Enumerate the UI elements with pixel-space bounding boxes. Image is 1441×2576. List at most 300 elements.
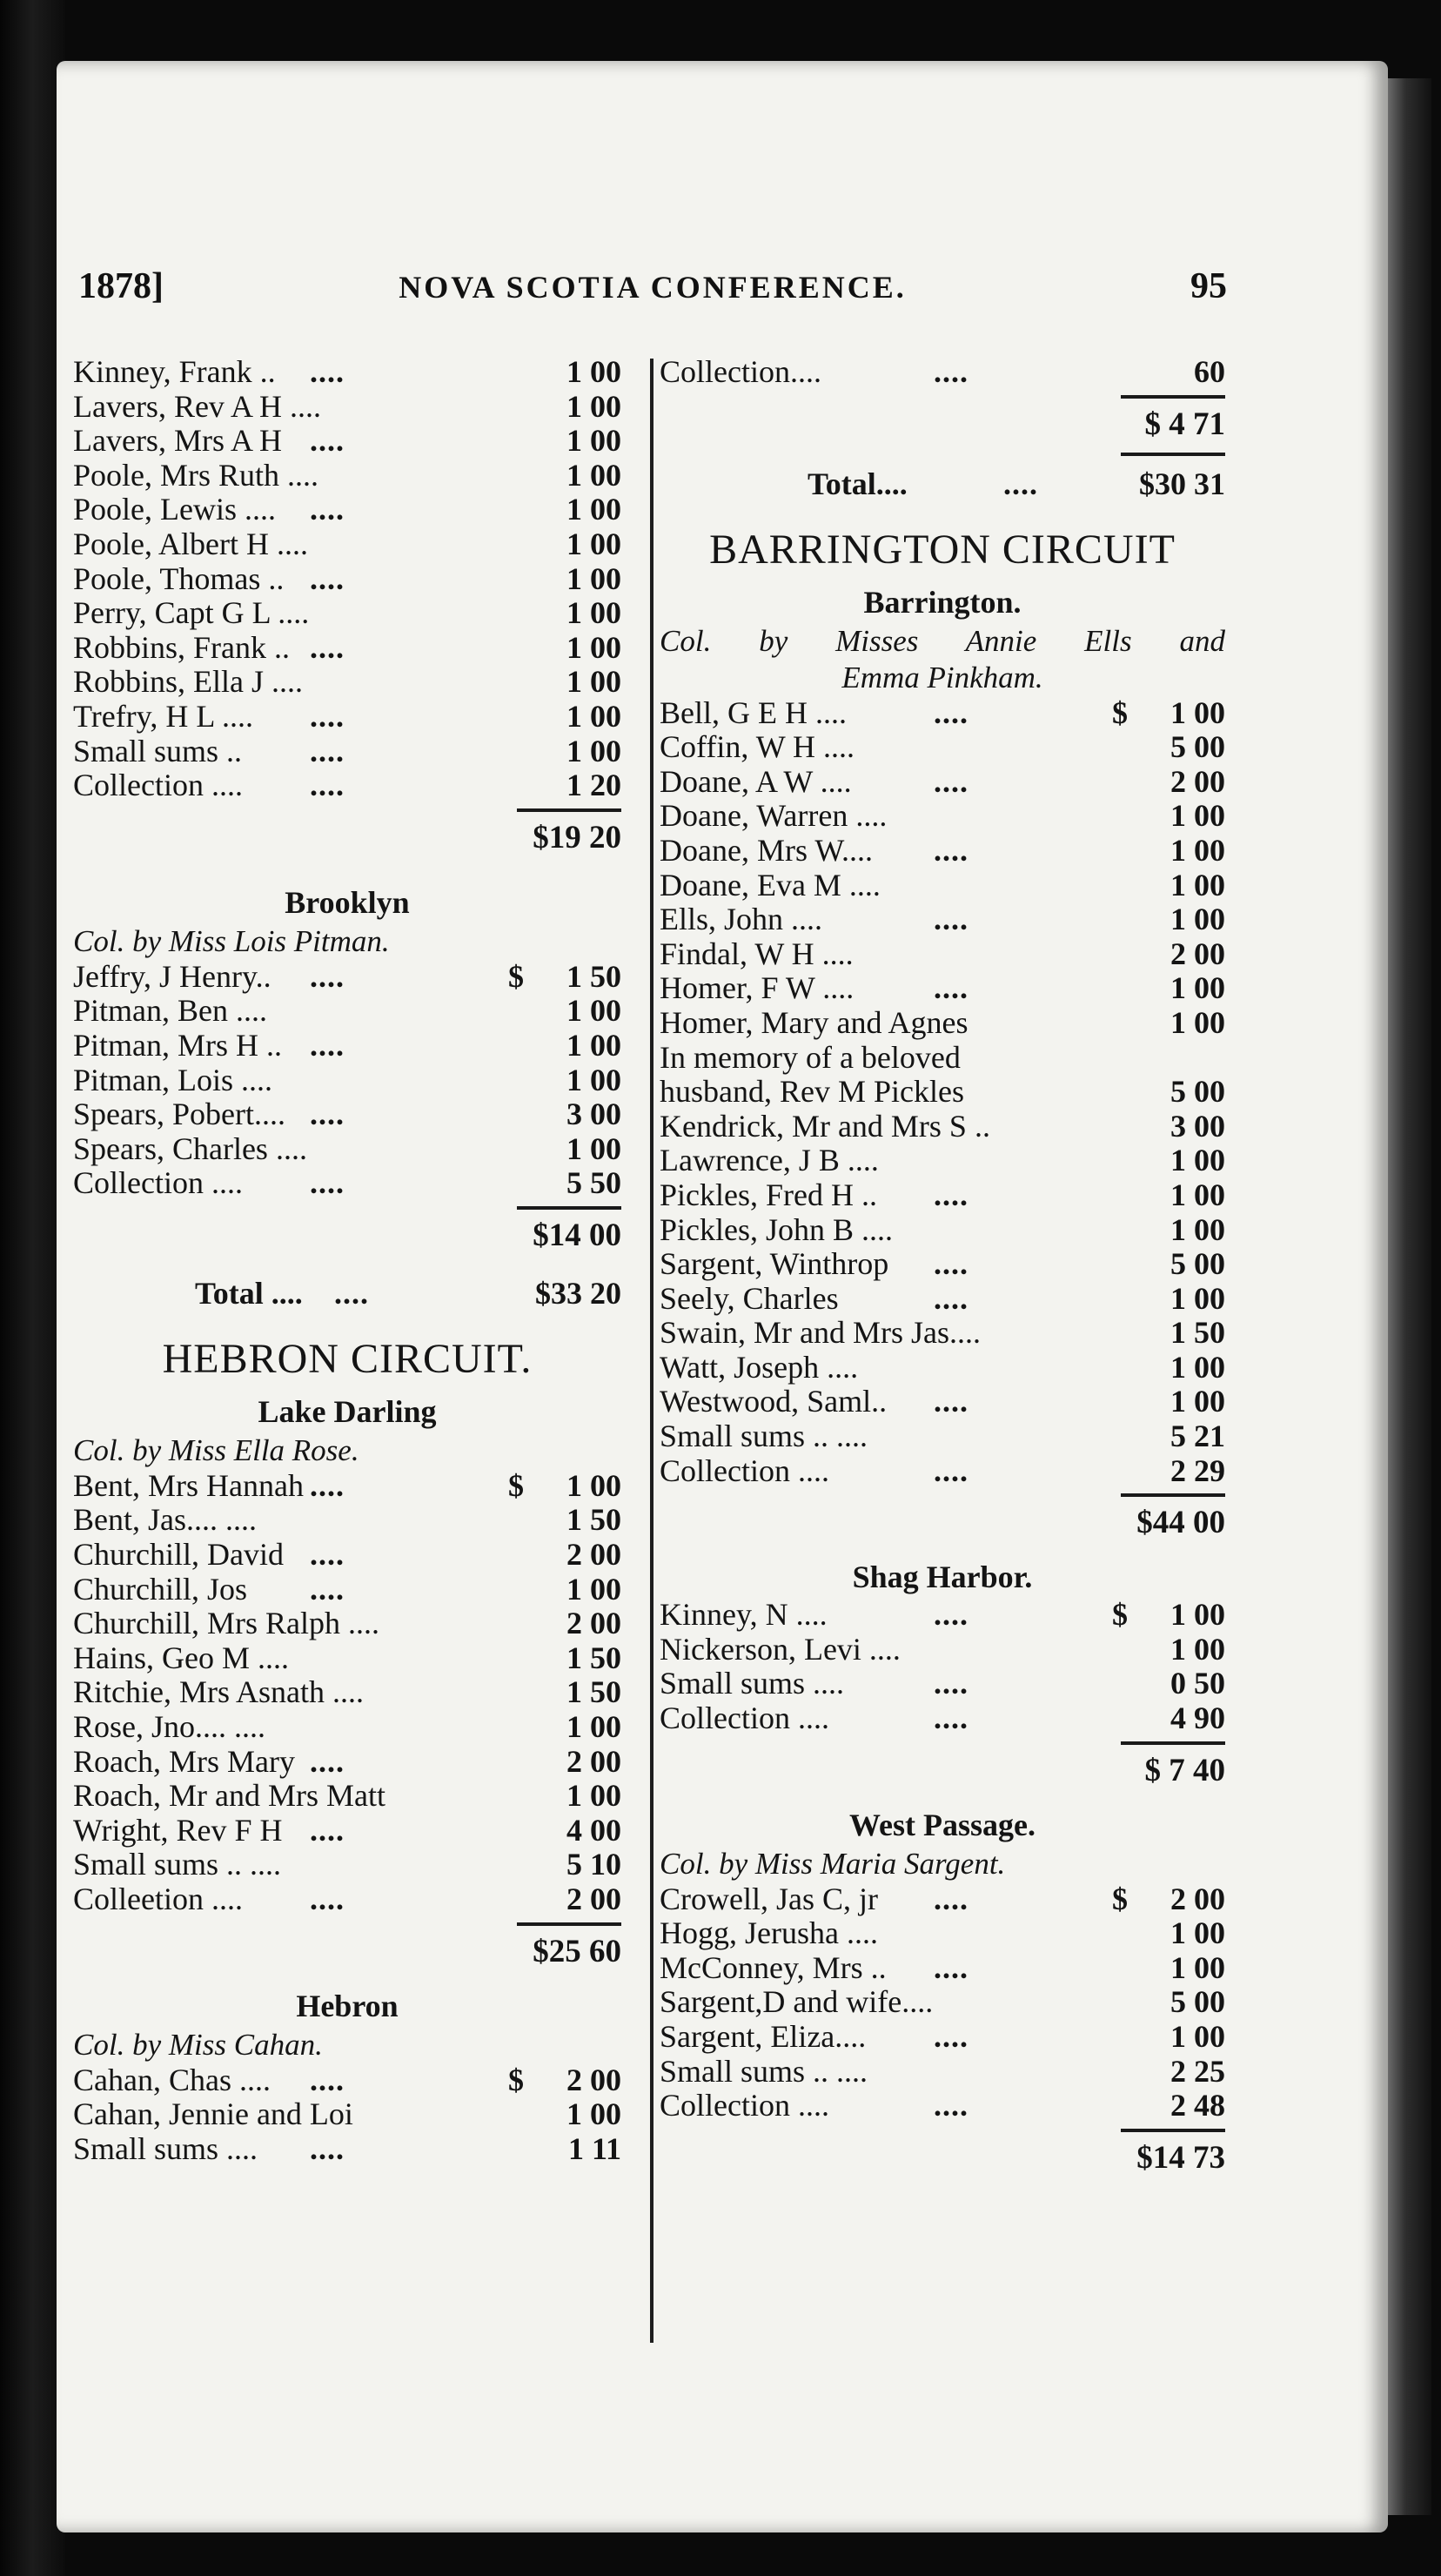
entry-amount: 1 00 [566, 354, 621, 389]
leader-dots: .... [934, 763, 968, 799]
entry-amount: 1 00 [566, 698, 621, 734]
entry-amount: 1 00 [1170, 1949, 1225, 1985]
entry-amount: 2 00 [1170, 1881, 1225, 1916]
entry-row [660, 1075, 1225, 1110]
collector-line: Col. by Miss Lois Pitman. [73, 923, 390, 958]
collector-line-cont: Emma Pinkham. [841, 660, 1043, 694]
entry-name: Doane, Eva M .... [660, 867, 881, 902]
entry-row [660, 1006, 1225, 1041]
entry-name: Doane, Mrs W.... [660, 832, 873, 868]
leader-dots: .... [334, 1275, 369, 1311]
entry-row [660, 1951, 1225, 1986]
entry-row [660, 696, 1225, 731]
entry-name: Small sums .. [73, 733, 243, 768]
entry-name: Pitman, Ben .... [73, 993, 267, 1029]
entry-name: Crowell, Jas C, jr [660, 1881, 878, 1916]
entry-row [73, 665, 621, 700]
leader-dots: .... [310, 958, 345, 994]
leader-dots: .... [934, 1597, 968, 1633]
brooklyn-list [73, 960, 621, 1201]
entry-name: Bent, Jas.... .... [73, 1502, 257, 1538]
entry-name: Sargent, Winthrop [660, 1246, 889, 1282]
entry-name: Churchill, Mrs Ralph .... [73, 1606, 379, 1641]
entry-row [660, 355, 1225, 390]
entry-name: husband, Rev M Pickles [660, 1074, 964, 1110]
total-label: Total.... [808, 466, 908, 501]
leader-dots: .... [310, 1537, 345, 1573]
entry-amount: 1 00 [566, 664, 621, 700]
section-title-hebron: Hebron [296, 1988, 399, 2023]
entry-amount: 4 90 [1170, 1701, 1225, 1736]
entry-name: Roach, Mrs Mary [73, 1743, 295, 1779]
entry-row [660, 1598, 1225, 1633]
entry-row [73, 2063, 621, 2098]
subtotal-row [73, 1929, 621, 1975]
subtotal-row [660, 2136, 1225, 2181]
entry-row [73, 1882, 621, 1917]
total-amount: $33 20 [535, 1275, 621, 1311]
collector-line: Col. by Misses Annie Ells and [660, 623, 1225, 658]
entry-name: Bell, G E H .... [660, 694, 847, 730]
leader-dots: .... [934, 1949, 968, 1985]
entry-amount: 2 00 [566, 1537, 621, 1573]
entry-row [660, 1178, 1225, 1213]
entry-row [73, 1710, 621, 1745]
entry-amount: 4 00 [566, 1812, 621, 1848]
entry-name: Homer, F W .... [660, 970, 855, 1006]
entry-name: Pitman, Lois .... [73, 1062, 273, 1097]
entry-name: McConney, Mrs .. [660, 1949, 887, 1985]
entry-amount: 1 00 [566, 1709, 621, 1745]
entry-name: Collection .... [660, 2088, 829, 2123]
entry-row [73, 1166, 621, 1201]
entry-amount: 1 00 [566, 457, 621, 493]
leader-dots: .... [310, 354, 345, 389]
subtotal-amount: $19 20 [533, 819, 621, 855]
entry-amount: 1 00 [1170, 1597, 1225, 1633]
leader-dots: .... [934, 1280, 968, 1316]
entry-row [73, 1848, 621, 1882]
scan-border [0, 0, 65, 2576]
entry-amount: 1 50 [566, 1502, 621, 1538]
leader-dots: .... [934, 1452, 968, 1488]
entry-amount: 1 00 [1170, 1143, 1225, 1178]
section-title-barrington: Barrington. [863, 584, 1022, 620]
leader-dots: .... [310, 1165, 345, 1201]
sum-rule [660, 447, 1225, 460]
entry-amount: 1 50 [566, 1640, 621, 1675]
entry-row [660, 1419, 1225, 1454]
entry-row [660, 1316, 1225, 1351]
entry-name: Collection .... [660, 1452, 829, 1488]
subtotal-row [660, 1748, 1225, 1794]
entry-amount: 1 00 [1170, 694, 1225, 730]
leader-dots: .... [1003, 466, 1038, 501]
entry-row [73, 700, 621, 735]
total-label: Total .... [195, 1275, 303, 1311]
right-column [660, 355, 1225, 2181]
leader-dots: .... [310, 1571, 345, 1607]
entry-amount: 1 00 [566, 1467, 621, 1503]
continued-list [660, 355, 1225, 390]
entry-name: Jeffry, J Henry.. [73, 958, 271, 994]
dollar-sign: $ [1112, 694, 1128, 730]
entry-row [660, 1282, 1225, 1317]
subtotal-amount: $25 60 [533, 1933, 621, 1969]
collector-line: Col. by Miss Maria Sargent. [660, 1846, 1006, 1881]
entry-row [660, 971, 1225, 1006]
sum-rule [73, 1917, 621, 1929]
west-passage-list [660, 1882, 1225, 2123]
dollar-sign: $ [508, 1467, 524, 1503]
entry-row [73, 1814, 621, 1848]
leader-dots: .... [310, 768, 345, 803]
entry-row [73, 493, 621, 527]
entry-name: Swain, Mr and Mrs Jas.... [660, 1315, 981, 1351]
entry-row [660, 765, 1225, 800]
sum-rule [660, 390, 1225, 402]
entry-amount: 1 00 [566, 492, 621, 527]
hebron-list [73, 2063, 621, 2167]
entry-name: Colleetion .... [73, 1882, 243, 1916]
entry-name: Doane, A W .... [660, 763, 852, 799]
entry-row [73, 527, 621, 562]
entry-amount: 1 00 [566, 733, 621, 768]
entry-amount: 1 00 [1170, 1177, 1225, 1212]
entry-row [73, 631, 621, 666]
leader-dots: .... [310, 1027, 345, 1063]
barrington-list [660, 696, 1225, 1489]
leader-dots: .... [310, 1743, 345, 1779]
entry-amount: 1 00 [566, 1027, 621, 1063]
entry-amount: 2 00 [566, 2062, 621, 2097]
leader-dots: .... [934, 902, 968, 937]
page-header [78, 265, 1227, 318]
entry-name: Pickles, Fred H .. [660, 1177, 877, 1212]
entry-amount: 1 00 [1170, 1211, 1225, 1247]
entry-amount: 2 48 [1170, 2088, 1225, 2123]
entry-row [73, 459, 621, 493]
entry-amount: 5 00 [1170, 729, 1225, 765]
leader-dots: .... [310, 2130, 345, 2166]
leader-dots: .... [934, 2088, 968, 2123]
entry-name: Pickles, John B .... [660, 1211, 894, 1247]
leader-dots: .... [934, 1701, 968, 1736]
subtotal-amount: $44 00 [1136, 1505, 1225, 1541]
entry-amount: 2 29 [1170, 1452, 1225, 1488]
entry-row [660, 1385, 1225, 1419]
entry-amount: 60 [1194, 354, 1225, 389]
entry-row [660, 1667, 1225, 1701]
entry-amount: 1 00 [1170, 1004, 1225, 1040]
total-row [73, 1269, 621, 1318]
entry-name: Churchill, Jos [73, 1571, 248, 1607]
entry-name: Churchill, David [73, 1537, 284, 1573]
entry-name: Kinney, Frank .. [73, 354, 276, 389]
entry-name: Watt, Joseph .... [660, 1349, 859, 1385]
entry-row [73, 1573, 621, 1607]
leader-dots: .... [310, 733, 345, 768]
circuit-title-barrington: BARRINGTON CIRCUIT [709, 526, 1176, 573]
entry-row [660, 1247, 1225, 1282]
entry-name: Spears, Charles .... [73, 1130, 307, 1166]
entry-name: Lavers, Rev A H .... [73, 388, 321, 424]
entry-row [660, 730, 1225, 765]
entry-row [73, 1538, 621, 1573]
entry-amount: 1 50 [566, 958, 621, 994]
entry-row [73, 2097, 621, 2132]
dollar-sign: $ [1112, 1881, 1128, 1916]
entry-amount: 1 00 [1170, 1280, 1225, 1316]
circuit-title-hebron: HEBRON CIRCUIT. [162, 1335, 533, 1382]
lake-darling-list [73, 1469, 621, 1917]
entry-name: Hains, Geo M .... [73, 1640, 289, 1675]
entry-row [660, 1985, 1225, 2020]
entry-name: Cahan, Chas .... [73, 2062, 271, 2097]
entry-amount: 5 50 [566, 1165, 621, 1201]
section-title-brooklyn: Brooklyn [285, 884, 410, 920]
entry-amount: 1 00 [1170, 970, 1225, 1006]
entry-amount: 1 00 [1170, 1349, 1225, 1385]
entry-name: Ells, John .... [660, 902, 823, 937]
subtotal-row [660, 1500, 1225, 1546]
leader-dots: .... [934, 1246, 968, 1282]
entry-amount: 5 10 [566, 1847, 621, 1882]
entry-row [660, 2020, 1225, 2055]
entry-row [73, 390, 621, 425]
entry-name: Pitman, Mrs H .. [73, 1027, 283, 1063]
entry-amount: 1 11 [567, 2130, 621, 2166]
entry-name: Robbins, Frank .. [73, 629, 291, 665]
block-kinney-list [73, 355, 621, 803]
entry-row [660, 834, 1225, 869]
entry-amount: 1 00 [566, 1062, 621, 1097]
dollar-sign: $ [1112, 1597, 1128, 1633]
leader-dots: .... [934, 1384, 968, 1419]
entry-amount: 1 00 [1170, 867, 1225, 902]
entry-name: Collection .... [660, 1701, 829, 1736]
entry-amount: 1 00 [566, 423, 621, 459]
entry-row [73, 1779, 621, 1814]
entry-row [660, 1633, 1225, 1667]
entry-amount: 3 00 [566, 1097, 621, 1132]
entry-amount: 1 00 [566, 1130, 621, 1166]
entry-name: Findal, W H .... [660, 936, 854, 971]
entry-row [660, 1144, 1225, 1178]
entry-name: Doane, Warren .... [660, 798, 888, 834]
leader-dots: .... [934, 970, 968, 1006]
entry-amount: 1 00 [566, 993, 621, 1029]
entry-amount: 1 00 [1170, 1915, 1225, 1951]
entry-row [73, 1097, 621, 1132]
entry-amount: 2 00 [566, 1882, 621, 1916]
entry-name: Poole, Thomas .. [73, 560, 285, 596]
entry-name: Wright, Rev F H [73, 1812, 283, 1848]
entry-name: Nickerson, Levi .... [660, 1631, 901, 1667]
subtotal-amount: $ 4 71 [1144, 406, 1225, 442]
entry-amount: 1 00 [566, 629, 621, 665]
entry-name: Small sums .... [73, 2130, 258, 2166]
entry-row [73, 768, 621, 803]
entry-name: Small sums .... [660, 1666, 845, 1701]
entry-name: Rose, Jno.... .... [73, 1709, 266, 1745]
leader-dots: .... [310, 423, 345, 459]
entry-name: Kendrick, Mr and Mrs S .. [660, 1108, 990, 1144]
column-divider [650, 359, 653, 2343]
entry-name: Roach, Mr and Mrs Matt [73, 1778, 385, 1814]
entry-row [73, 596, 621, 631]
entry-row [73, 1745, 621, 1780]
leader-dots: .... [310, 560, 345, 596]
entry-name: Lawrence, J B .... [660, 1143, 879, 1178]
entry-row [73, 1063, 621, 1098]
entry-row [660, 902, 1225, 937]
leader-dots: .... [934, 354, 968, 389]
entry-row [73, 1029, 621, 1063]
leader-dots: .... [310, 1812, 345, 1848]
entry-row [660, 1110, 1225, 1144]
entry-row [73, 1641, 621, 1676]
entry-amount: 1 00 [1170, 1631, 1225, 1667]
leader-dots: .... [934, 1177, 968, 1212]
entry-row [73, 960, 621, 995]
entry-amount: 5 21 [1170, 1419, 1225, 1454]
subtotal-row [73, 1213, 621, 1258]
entry-row [660, 1213, 1225, 1248]
entry-name: Collection .... [73, 768, 243, 803]
entry-row [660, 1916, 1225, 1951]
entry-name: Kinney, N .... [660, 1597, 828, 1633]
leader-dots: .... [310, 698, 345, 734]
header-title: NOVA SCOTIA CONFERENCE. [399, 270, 907, 305]
leader-dots: .... [310, 1467, 345, 1503]
entry-amount: 5 00 [1170, 1246, 1225, 1282]
dollar-sign: $ [508, 2062, 524, 2097]
shag-harbor-list [660, 1598, 1225, 1735]
entry-row [73, 735, 621, 769]
leader-dots: .... [934, 1666, 968, 1701]
entry-amount: 2 00 [1170, 763, 1225, 799]
entry-name: Poole, Albert H .... [73, 526, 308, 561]
leader-dots: .... [934, 832, 968, 868]
entry-amount: 1 00 [566, 388, 621, 424]
leader-dots: .... [310, 492, 345, 527]
entry-row [660, 2055, 1225, 2090]
entry-name: Lavers, Mrs A H [73, 423, 282, 459]
entry-row [73, 1469, 621, 1504]
entry-name: Poole, Mrs Ruth .... [73, 457, 319, 493]
entry-amount: 1 00 [566, 595, 621, 631]
entry-amount: 2 25 [1170, 2053, 1225, 2089]
sum-rule [73, 803, 621, 815]
section-title-lake-darling: Lake Darling [258, 1393, 437, 1429]
entry-name: Small sums .. .... [660, 2053, 868, 2089]
entry-amount: 2 00 [566, 1743, 621, 1779]
sum-rule [660, 2123, 1225, 2136]
section-title-west-passage: West Passage. [849, 1807, 1036, 1842]
entry-name: Collection .... [73, 1165, 243, 1201]
leader-dots: .... [934, 694, 968, 730]
subtotal-amount: $14 00 [533, 1217, 621, 1253]
header-year: 1878] [78, 266, 164, 306]
entry-row [660, 1351, 1225, 1385]
entry-name: Coffin, W H .... [660, 729, 855, 765]
entry-row [660, 1701, 1225, 1736]
entry-amount: 1 00 [1170, 902, 1225, 937]
entry-name: Small sums .. .... [73, 1847, 282, 1882]
entry-row [660, 2089, 1225, 2123]
entry-amount: 0 50 [1170, 1666, 1225, 1701]
leader-dots: .... [310, 1882, 345, 1916]
leader-dots: .... [934, 1881, 968, 1916]
entry-name: Bent, Mrs Hannah [73, 1467, 304, 1503]
entry-amount: 1 00 [566, 1778, 621, 1814]
entry-row [660, 799, 1225, 834]
entry-amount: 1 00 [1170, 832, 1225, 868]
entry-amount: 1 00 [1170, 798, 1225, 834]
entry-name: Trefry, H L .... [73, 698, 253, 734]
leader-dots: .... [310, 1097, 345, 1132]
entry-amount: 5 00 [1170, 1984, 1225, 2020]
entry-amount: 1 00 [566, 1571, 621, 1607]
section-title-shag-harbor: Shag Harbor. [852, 1560, 1033, 1595]
entry-row [73, 1503, 621, 1538]
entry-row [73, 562, 621, 597]
collector-line: Col. by Miss Ella Rose. [73, 1432, 359, 1467]
entry-amount: 1 00 [566, 560, 621, 596]
entry-name: Ritchie, Mrs Asnath .... [73, 1674, 364, 1710]
sum-rule [660, 1736, 1225, 1748]
page-number: 95 [1190, 266, 1227, 306]
entry-amount: 1 20 [566, 768, 621, 803]
entry-name: Cahan, Jennie and Loi [73, 2096, 353, 2132]
entry-amount: 1 00 [1170, 2019, 1225, 2054]
entry-amount: 2 00 [1170, 936, 1225, 971]
entry-name: Hogg, Jerusha .... [660, 1915, 878, 1951]
entry-row [660, 869, 1225, 903]
total-row [660, 460, 1225, 508]
entry-row [73, 2132, 621, 2167]
subtotal-row [73, 815, 621, 861]
subtotal-amount: $ 7 40 [1144, 1752, 1225, 1788]
entry-amount: 2 00 [566, 1606, 621, 1641]
entry-amount: 1 00 [1170, 1384, 1225, 1419]
left-column [73, 355, 621, 2166]
entry-name: Robbins, Ella J .... [73, 664, 304, 700]
total-amount: $30 31 [1139, 466, 1225, 501]
entry-row [73, 1607, 621, 1641]
entry-row [660, 1882, 1225, 1917]
entry-name: Sargent,D and wife.... [660, 1984, 934, 2020]
entry-row [73, 1675, 621, 1710]
entry-name: Collection.... [660, 354, 821, 389]
sum-rule [73, 1201, 621, 1213]
collector-line: Col. by Miss Cahan. [73, 2027, 323, 2062]
entry-name: Sargent, Eliza.... [660, 2019, 867, 2054]
leader-dots: .... [310, 2062, 345, 2097]
entry-amount: 3 00 [1170, 1108, 1225, 1144]
entry-row [660, 1454, 1225, 1489]
subtotal-row [660, 402, 1225, 447]
entry-row [660, 1041, 1225, 1076]
entry-row [73, 994, 621, 1029]
entry-row [660, 937, 1225, 972]
leader-dots: .... [934, 2019, 968, 2054]
entry-row [73, 424, 621, 459]
entry-amount: 1 50 [1170, 1315, 1225, 1351]
subtotal-amount: $14 73 [1136, 2139, 1225, 2176]
entry-name: Small sums .. .... [660, 1419, 868, 1454]
